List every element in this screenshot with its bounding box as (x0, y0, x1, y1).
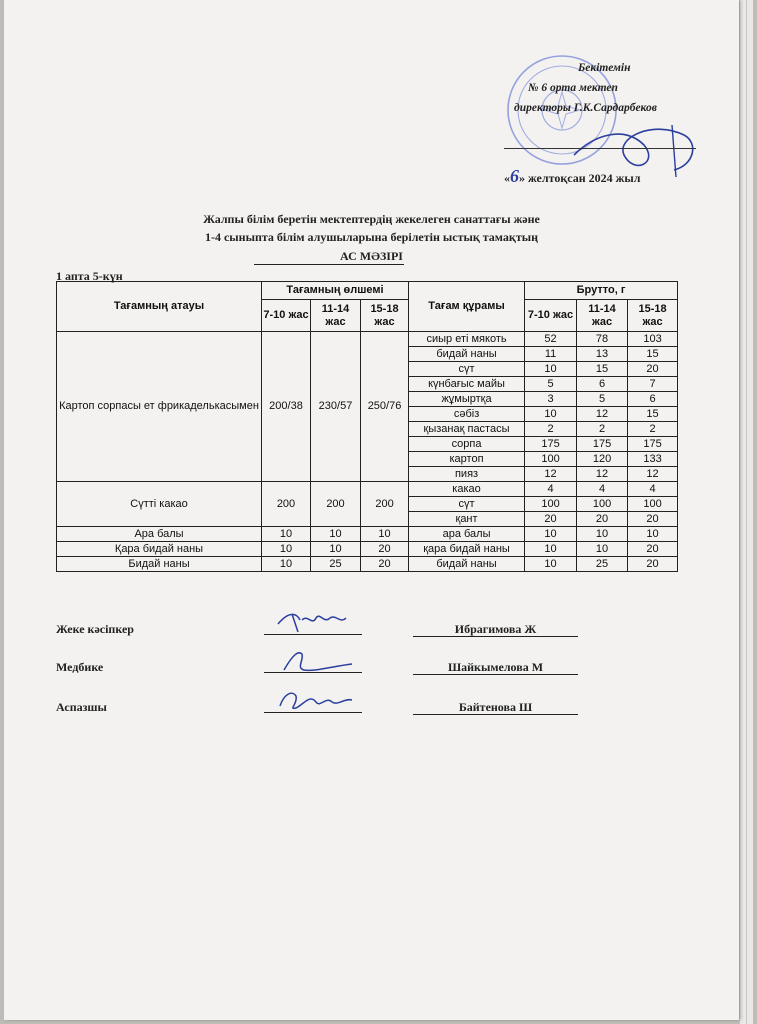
gross-7-10: 10 (525, 542, 577, 557)
name-line (413, 714, 578, 715)
header-portion: Тағамның өлшемі (262, 282, 409, 300)
portion-11-14: 10 (311, 527, 361, 542)
gross-7-10: 5 (525, 377, 577, 392)
heading-line-1: Жалпы білім беретін мектептердің жекелеген санаттағы және (203, 212, 540, 226)
gross-11-14: 25 (577, 557, 628, 572)
gross-11-14: 10 (577, 542, 628, 557)
menu-title-underline (254, 264, 404, 265)
approval-date: «6» желтоқсан 2024 жыл (504, 166, 641, 186)
cocoa-rows (57, 482, 678, 527)
gross-7-10: 3 (525, 392, 577, 407)
gross-7-10: 2 (525, 422, 577, 437)
portion-7-10: 10 (262, 542, 311, 557)
gross-11-14: 6 (577, 377, 628, 392)
header-gross-11-14: 11-14 жас (577, 300, 628, 332)
gross-15-18: 103 (628, 332, 678, 347)
dish-name: Ара балы (57, 527, 262, 542)
portion-15-18: 10 (361, 527, 409, 542)
signature-name: Шайкымелова М (447, 660, 544, 674)
header-gross-7-10: 7-10 жас (525, 300, 577, 332)
ingredient-name: картоп (409, 452, 525, 467)
name-line (413, 674, 578, 675)
gross-15-18: 12 (628, 467, 678, 482)
approval-signature-line (504, 148, 696, 149)
gross-15-18: 100 (628, 497, 678, 512)
gross-11-14: 10 (577, 527, 628, 542)
gross-15-18: 15 (628, 407, 678, 422)
paper-stack-edge (746, 0, 753, 1024)
signature-name: Ибрагимова Ж (454, 622, 537, 636)
ingredient-name: пияз (409, 467, 525, 482)
ingredient-name: күнбағыс майы (409, 377, 525, 392)
header-gross-15-18: 15-18 жас (628, 300, 678, 332)
gross-7-10: 10 (525, 557, 577, 572)
gross-7-10: 10 (525, 527, 577, 542)
menu-table (56, 281, 678, 572)
signature-role: Жеке кәсіпкер (56, 622, 134, 636)
header-dish-name: Тағамның атауы (57, 282, 262, 332)
gross-15-18: 20 (628, 542, 678, 557)
name-line (413, 636, 578, 637)
gross-15-18: 175 (628, 437, 678, 452)
gross-11-14: 120 (577, 452, 628, 467)
heading-line-2: 1-4 сыныпта білім алушыларына берілетін ыстық тамақтың (204, 230, 538, 244)
cocoa-portion-7-10: 200 (262, 482, 311, 527)
gross-15-18: 20 (628, 362, 678, 377)
handwritten-signature (274, 648, 364, 676)
gross-11-14: 5 (577, 392, 628, 407)
dish-name: Бидай наны (57, 557, 262, 572)
ingredient-name: қызанақ пастасы (409, 422, 525, 437)
week-day-label: 1 апта 5-күн (56, 269, 123, 283)
soup-portion-7-10: 200/38 (262, 332, 311, 482)
gross-7-10: 52 (525, 332, 577, 347)
soup-portion-11-14: 230/57 (311, 332, 361, 482)
gross-11-14: 78 (577, 332, 628, 347)
cocoa-portion-11-14: 200 (311, 482, 361, 527)
gross-11-14: 20 (577, 512, 628, 527)
ingredient-name: жұмыртқа (409, 392, 525, 407)
cocoa-row (57, 482, 678, 497)
gross-7-10: 100 (525, 497, 577, 512)
gross-7-10: 4 (525, 482, 577, 497)
gross-15-18: 20 (628, 512, 678, 527)
gross-7-10: 20 (525, 512, 577, 527)
portion-7-10: 10 (262, 557, 311, 572)
gross-15-18: 15 (628, 347, 678, 362)
gross-7-10: 10 (525, 362, 577, 377)
signature-name: Байтенова Ш (458, 700, 533, 714)
soup-row (57, 332, 678, 347)
signature-role: Аспазшы (56, 700, 107, 714)
single-item-row (57, 557, 678, 572)
menu-title: АС МӘЗІРІ (340, 249, 403, 263)
gross-11-14: 100 (577, 497, 628, 512)
gross-11-14: 2 (577, 422, 628, 437)
single-item-row (57, 527, 678, 542)
gross-15-18: 10 (628, 527, 678, 542)
gross-11-14: 4 (577, 482, 628, 497)
document-page (4, 0, 739, 1020)
ingredient-name: бидай наны (409, 557, 525, 572)
soup-rows (57, 332, 678, 482)
cocoa-portion-15-18: 200 (361, 482, 409, 527)
gross-11-14: 12 (577, 467, 628, 482)
cocoa-dish-name: Сүтті какао (57, 482, 262, 527)
single-item-row (57, 542, 678, 557)
gross-15-18: 133 (628, 452, 678, 467)
paper-stack-edge (739, 0, 746, 1024)
ingredient-name: бидай наны (409, 347, 525, 362)
signature-role: Медбике (56, 660, 104, 674)
gross-15-18: 2 (628, 422, 678, 437)
gross-11-14: 12 (577, 407, 628, 422)
ingredient-name: сорпа (409, 437, 525, 452)
gross-7-10: 100 (525, 452, 577, 467)
gross-11-14: 13 (577, 347, 628, 362)
portion-11-14: 10 (311, 542, 361, 557)
gross-7-10: 11 (525, 347, 577, 362)
ingredient-name: сиыр еті мякоть (409, 332, 525, 347)
portion-15-18: 20 (361, 557, 409, 572)
ingredient-name: ара балы (409, 527, 525, 542)
approval-director: директоры Г.К.Сардарбеков (514, 102, 657, 114)
ingredient-name: какао (409, 482, 525, 497)
ingredient-name: сүт (409, 362, 525, 377)
ingredient-name: сүт (409, 497, 525, 512)
header-portion-11-14: 11-14 жас (311, 300, 361, 332)
gross-11-14: 15 (577, 362, 628, 377)
ingredient-name: қант (409, 512, 525, 527)
gross-15-18: 4 (628, 482, 678, 497)
handwritten-signature (274, 688, 364, 716)
dish-name: Қара бидай наны (57, 542, 262, 557)
portion-15-18: 20 (361, 542, 409, 557)
soup-dish-name: Картоп сорпасы ет фрикаделькасымен (57, 332, 262, 482)
gross-11-14: 175 (577, 437, 628, 452)
header-gross: Брутто, г (525, 282, 678, 300)
approval-school: № 6 орта мектеп (528, 82, 618, 94)
header-portion-7-10: 7-10 жас (262, 300, 311, 332)
handwritten-signature (274, 610, 364, 638)
gross-7-10: 12 (525, 467, 577, 482)
header-composition: Тағам құрамы (409, 282, 525, 332)
portion-7-10: 10 (262, 527, 311, 542)
soup-portion-15-18: 250/76 (361, 332, 409, 482)
gross-7-10: 10 (525, 407, 577, 422)
single-item-rows (57, 527, 678, 572)
gross-7-10: 175 (525, 437, 577, 452)
portion-11-14: 25 (311, 557, 361, 572)
ingredient-name: сәбіз (409, 407, 525, 422)
gross-15-18: 7 (628, 377, 678, 392)
approval-title: Бекітемін (578, 62, 631, 74)
gross-15-18: 20 (628, 557, 678, 572)
gross-15-18: 6 (628, 392, 678, 407)
ingredient-name: қара бидай наны (409, 542, 525, 557)
header-portion-15-18: 15-18 жас (361, 300, 409, 332)
